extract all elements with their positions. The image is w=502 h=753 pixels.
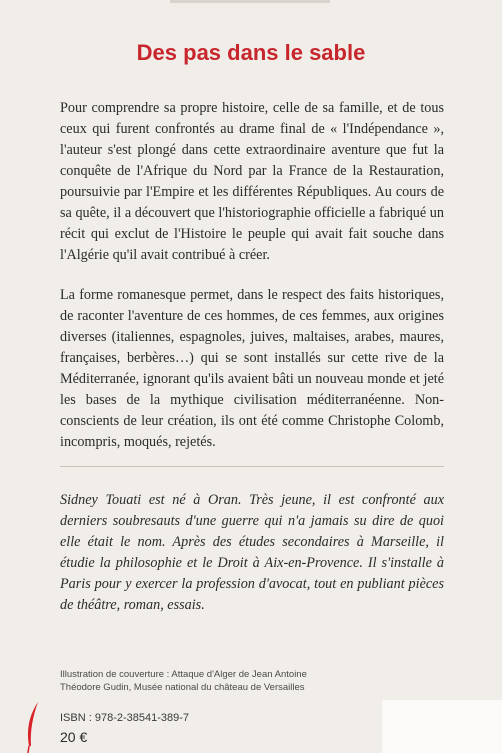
author-bio: Sidney Touati est né à Oran. Très jeune, il est confronté aux derniers soubresauts d'une guerre qui n'a jamais su dire de quoi elle était le nom. Après des études secondaires à Marseille, il étudie la philosophie et le Droit à Aix-en-Provence. Il s'installe à Paris pour y exercer la profession d'avocat, tout en publiant pièces de théâtre, roman, essais. <box>60 492 444 613</box>
price: 20 € <box>60 729 88 745</box>
cover-illustration-credit: Illustration de couverture : Attaque d'Alger de Jean Antoine Théodore Gudin, Musée national du château de Versailles <box>60 669 307 693</box>
publisher-feather-logo-icon <box>20 700 46 753</box>
summary-paragraph-2: La forme romanesque permet, dans le respect des faits historiques, de raconter l'aventure de ces hommes, de ces femmes, aux origines diverses (italiennes, espagnoles, juives, maltaises, arabes, maures, françaises, berbères…) qui se sont installés sur cette rive de la Méditerranée, ignorant qu'ils avaient bâti un nouveau monde et jeté les bases de la mythique civilisation méditerranéenne. Non-conscients de leur création, ils ont été comme Christophe Colomb, incompris, moqués, rejetés. <box>60 287 444 450</box>
book-title: Des pas dans le sable <box>136 40 366 65</box>
section-divider <box>60 466 444 467</box>
isbn-number: ISBN : 978-2-38541-389-7 <box>60 712 190 724</box>
top-rule <box>170 0 330 3</box>
barcode-area <box>382 700 502 753</box>
summary-paragraph-1: Pour comprendre sa propre histoire, celle de sa famille, et de tous ceux qui furent confrontés au drame final de « l'Indépendance », l'auteur s'est plongé dans cette extraordinaire aventure que fut la conquête de l'Afrique du Nord par la France de la Restauration, poursuivie par l'Empire et les différentes Républiques. Au cours de sa quête, il a découvert que l'historiographie officielle a fabriqué un récit qui exclut de l'Histoire le peuple qui avait fait souche dans l'Algérie qu'il avait contribué à créer. <box>60 100 444 263</box>
